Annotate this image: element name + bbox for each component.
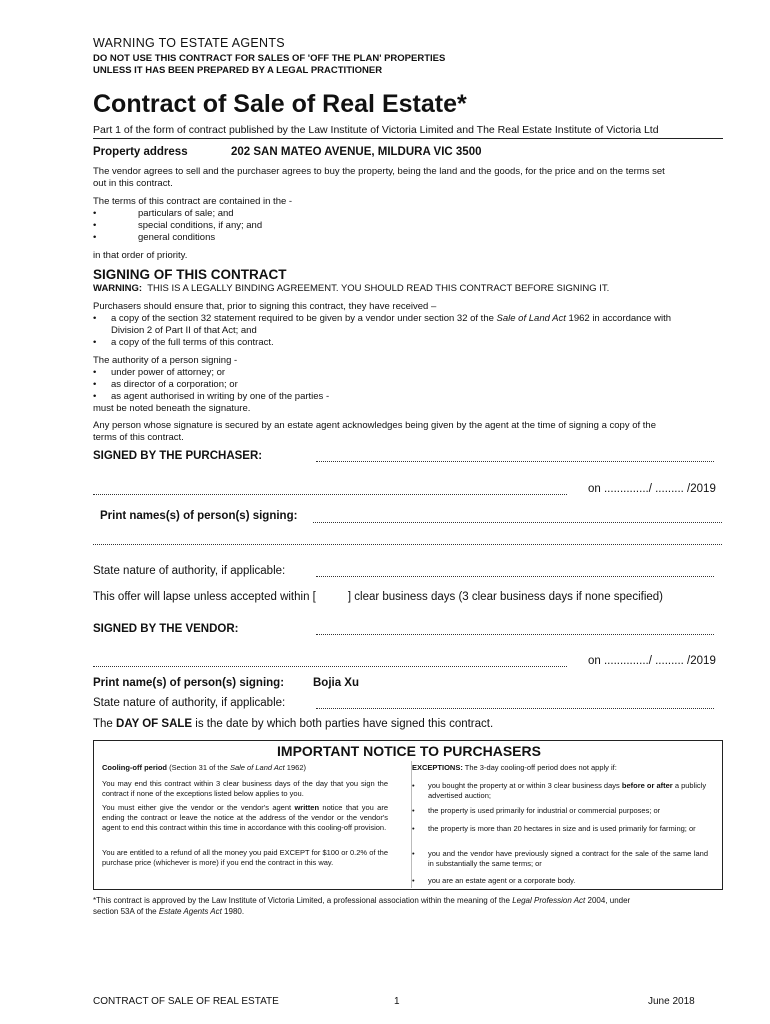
cooling-off-p2 bbox=[102, 803, 388, 833]
purchaser-requirement-2: a copy of the full terms of this contract. bbox=[111, 337, 274, 348]
bullet-icon: • bbox=[412, 876, 415, 885]
offer-lapse-text bbox=[93, 591, 663, 603]
authority-item: under power of attorney; or bbox=[111, 367, 226, 378]
exceptions-text: The 3-day cooling-off period does not apply if: bbox=[462, 763, 617, 772]
purchaser-signed-label: SIGNED BY THE PURCHASER: bbox=[93, 450, 263, 462]
page-title: Contract of Sale of Real Estate* bbox=[93, 90, 467, 118]
bullet-icon: • bbox=[93, 232, 97, 243]
footnote-line2-pre: section 53A of the bbox=[93, 907, 159, 916]
purchaser-authority-field[interactable] bbox=[316, 576, 714, 577]
agreement-line-1: The vendor agrees to sell and the purchaser agrees to buy the property, being the land and the goods, for the price and on the terms set bbox=[93, 166, 665, 177]
purchasers-intro: Purchasers should ensure that, prior to signing this contract, they have received – bbox=[93, 301, 437, 312]
cooling-off-heading bbox=[102, 763, 392, 773]
exception-4: you and the vendor have previously signed a contract for the sale of the same land in substantially the same terms; or bbox=[428, 849, 708, 868]
purchaser-authority-label: State nature of authority, if applicable: bbox=[93, 565, 286, 577]
vendor-authority-field[interactable] bbox=[316, 708, 714, 709]
footnote-pre: *This contract is approved by the Law Institute of Victoria Limited, a professional association within the meaning of the bbox=[93, 896, 513, 905]
requirement-1-year: 1962 in accordance with bbox=[565, 313, 671, 324]
exception-1-post: a publicly advertised auction; bbox=[428, 781, 707, 800]
authority-item: as director of a corporation; or bbox=[111, 379, 238, 390]
requirement-1-text: a copy of the section 32 statement required to be given by a vendor under section 32 of the bbox=[111, 313, 497, 324]
signing-warning bbox=[93, 283, 609, 295]
cooling-off-p2-post: notice that you are ending the contract or leave the notice at the address of the vendor or the vendor's agent to end this contract within this time in accordance with this cooling-off provision. bbox=[102, 803, 388, 832]
exceptions-label: EXCEPTIONS: bbox=[412, 763, 463, 772]
footnote-line-2 bbox=[93, 907, 723, 917]
signing-warning-label: WARNING: bbox=[93, 283, 143, 294]
terms-intro: The terms of this contract are contained in the - bbox=[93, 196, 293, 207]
offer-lapse-post: ] clear business days (3 clear business days if none specified) bbox=[347, 591, 664, 603]
purchaser-requirement-1-cont: Division 2 of Part II of that Act; and bbox=[111, 325, 257, 336]
cooling-off-p1: You may end this contract within 3 clear business days of the day that you sign the contract if none of the exceptions listed below applies to you. bbox=[102, 779, 388, 798]
bullet-icon: • bbox=[412, 806, 415, 815]
agent-warning-line-2: UNLESS IT HAS BEEN PREPARED BY A LEGAL PRACTITIONER bbox=[93, 65, 383, 76]
exception-5: you are an estate agent or a corporate body. bbox=[428, 876, 576, 885]
signing-heading: SIGNING OF THIS CONTRACT bbox=[93, 267, 287, 282]
footnote-act-2: Estate Agents Act bbox=[158, 907, 222, 916]
exception-3: the property is more than 20 hectares in size and is used primarily for farming; or bbox=[428, 824, 696, 833]
vendor-signature-line-2[interactable] bbox=[93, 666, 567, 667]
property-address-value: 202 SAN MATEO AVENUE, MILDURA VIC 3500 bbox=[231, 146, 482, 158]
agreement-line-2: out in this contract. bbox=[93, 178, 173, 189]
bullet-icon: • bbox=[93, 220, 97, 231]
purchaser-print-names-label: Print names(s) of person(s) signing: bbox=[100, 510, 298, 522]
offer-lapse-pre: This offer will lapse unless accepted within [ bbox=[93, 591, 316, 603]
bullet-icon: • bbox=[93, 379, 97, 390]
terms-item: special conditions, if any; and bbox=[138, 220, 263, 231]
page-subtitle: Part 1 of the form of contract published by the Law Institute of Victoria Limited and The Real Estate Institute of Victoria Ltd bbox=[93, 124, 723, 139]
authority-item: as agent authorised in writing by one of the parties - bbox=[111, 391, 330, 402]
exception-1-pre: you bought the property at or within 3 clear business days bbox=[428, 781, 622, 790]
terms-item: particulars of sale; and bbox=[138, 208, 234, 219]
footnote-line2-post: 1980. bbox=[221, 907, 245, 916]
day-of-sale-post: is the date by which both parties have signed this contract. bbox=[192, 718, 494, 730]
day-of-sale-term: DAY OF SALE bbox=[116, 718, 193, 730]
vendor-date[interactable]: on ............../ ......... /2019 bbox=[588, 655, 716, 667]
purchaser-date[interactable]: on ............../ ......... /2019 bbox=[588, 483, 716, 495]
purchaser-print-names-line-2[interactable] bbox=[93, 544, 722, 545]
exception-1-bold: before or after bbox=[621, 781, 673, 790]
property-address-label: Property address bbox=[93, 146, 188, 158]
bullet-icon: • bbox=[412, 824, 415, 833]
vendor-signed-label: SIGNED BY THE VENDOR: bbox=[93, 623, 239, 635]
day-of-sale-text bbox=[93, 718, 493, 730]
requirement-1-act: Sale of Land Act bbox=[496, 313, 566, 324]
purchaser-signature-field[interactable] bbox=[316, 461, 714, 462]
authority-outro: must be noted beneath the signature. bbox=[93, 403, 251, 414]
cooling-off-label: Cooling-off period bbox=[102, 763, 167, 772]
page-number: 1 bbox=[394, 996, 400, 1007]
exception-2: the property is used primarily for industrial or commercial purposes; or bbox=[428, 806, 661, 815]
purchaser-signature-line-2[interactable] bbox=[93, 494, 567, 495]
signing-warning-text: THIS IS A LEGALLY BINDING AGREEMENT. YOU SHOULD READ THIS CONTRACT BEFORE SIGNING IT. bbox=[147, 283, 610, 294]
day-of-sale-pre: The bbox=[93, 718, 117, 730]
agent-warning-line-1: DO NOT USE THIS CONTRACT FOR SALES OF 'OFF THE PLAN' PROPERTIES bbox=[93, 53, 446, 64]
agent-warning-title: WARNING TO ESTATE AGENTS bbox=[93, 36, 285, 50]
cooling-off-act: Sale of Land Act bbox=[229, 763, 285, 772]
footnote-act-1: Legal Profession Act bbox=[512, 896, 586, 905]
bullet-icon: • bbox=[412, 781, 415, 790]
cooling-off-pre: (Section 31 of the bbox=[166, 763, 230, 772]
bullet-icon: • bbox=[93, 391, 97, 402]
vendor-signature-field[interactable] bbox=[316, 634, 714, 635]
vendor-authority-label: State nature of authority, if applicable: bbox=[93, 697, 286, 709]
footer-title: CONTRACT OF SALE OF REAL ESTATE bbox=[93, 996, 279, 1007]
cooling-off-p2-written: written bbox=[294, 803, 320, 812]
authority-intro: The authority of a person signing - bbox=[93, 355, 238, 366]
exception-1 bbox=[428, 781, 708, 801]
purchaser-requirement-1 bbox=[111, 313, 671, 325]
footnote-line-1 bbox=[93, 896, 723, 906]
bullet-icon: • bbox=[93, 337, 97, 348]
priority-text: in that order of priority. bbox=[93, 250, 188, 261]
notice-title: IMPORTANT NOTICE TO PURCHASERS bbox=[277, 743, 541, 759]
cooling-off-p2-pre: You must either give the vendor or the vendor's agent bbox=[102, 803, 295, 812]
footnote-mid: 2004, under bbox=[585, 896, 631, 905]
important-notice-box bbox=[93, 740, 723, 890]
bullet-icon: • bbox=[412, 849, 415, 858]
bullet-icon: • bbox=[93, 208, 97, 219]
bullet-icon: • bbox=[93, 367, 97, 378]
agent-ack-line-2: terms of this contract. bbox=[93, 432, 184, 443]
terms-item: general conditions bbox=[138, 232, 216, 243]
purchaser-print-names-field[interactable] bbox=[313, 522, 722, 523]
vendor-print-names-value[interactable]: Bojia Xu bbox=[313, 677, 360, 689]
exceptions-heading bbox=[412, 763, 712, 773]
vendor-print-names-label: Print name(s) of person(s) signing: bbox=[93, 677, 285, 689]
bullet-icon: • bbox=[93, 313, 97, 324]
agent-ack-line-1: Any person whose signature is secured by an estate agent acknowledges being given by the agent at the time of signing a copy of the bbox=[93, 420, 656, 431]
cooling-off-year: 1962) bbox=[284, 763, 306, 772]
footer-date: June 2018 bbox=[648, 996, 695, 1007]
cooling-off-p3: You are entitled to a refund of all the money you paid EXCEPT for $100 or 0.2% of the purchase price (whichever is more) if you end the contract in this way. bbox=[102, 848, 388, 867]
